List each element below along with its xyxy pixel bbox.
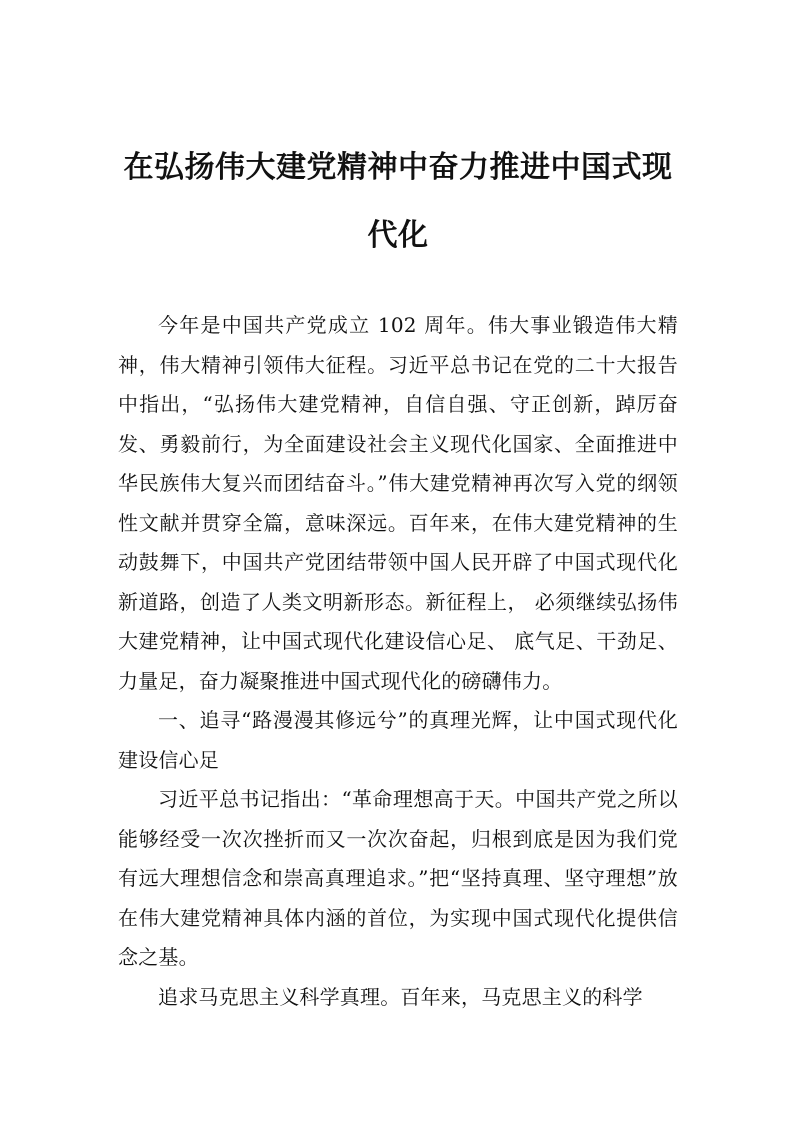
- document-title: 在弘扬伟大建党精神中奋力推进中国式现代化: [123, 150, 673, 253]
- document-body: [118, 306, 678, 1017]
- paragraph-intro: 今年是中国共产党成立 102 周年。伟大事业锻造伟大精神，伟大精神引领伟大征程。习近平总书记在党的二十大报告中指出，“弘扬伟大建党精神，自信自强、守正创新，踔厉奋发、勇毅前行，为全面建设社会主义现代化国家、全面推进中华民族伟大复兴而团结奋斗。”伟大建党精神再次写入党的纲领性文献并贯穿全篇，意味深远。百年来，在伟大建党精神的生动鼓舞下，中国共产党团结带领中国人民开辟了中国式现代化新道路，创造了人类文明新形态。新征程上， 必须继续弘扬伟大建党精神，让中国式现代化建设信心足、 底气足、干劲足、力量足，奋力凝聚推进中国式现代化的磅礴伟力。: [118, 313, 678, 693]
- paragraph-quote: 习近平总书记指出：“革命理想高于天。中国共产党之所以能够经受一次次挫折而又一次次奋起，归根到底是因为我们党有远大理想信念和崇高真理追求。”把“坚持真理、坚守理想”放在伟大建党精神具体内涵的首位，为实现中国式现代化提供信念之基。: [118, 787, 678, 969]
- section-heading-1: 一、追寻“路漫漫其修远兮”的真理光辉，让中国式现代化建设信心足: [118, 708, 678, 772]
- paragraph-marxism: 追求马克思主义科学真理。百年来，马克思主义的科学: [158, 984, 643, 1009]
